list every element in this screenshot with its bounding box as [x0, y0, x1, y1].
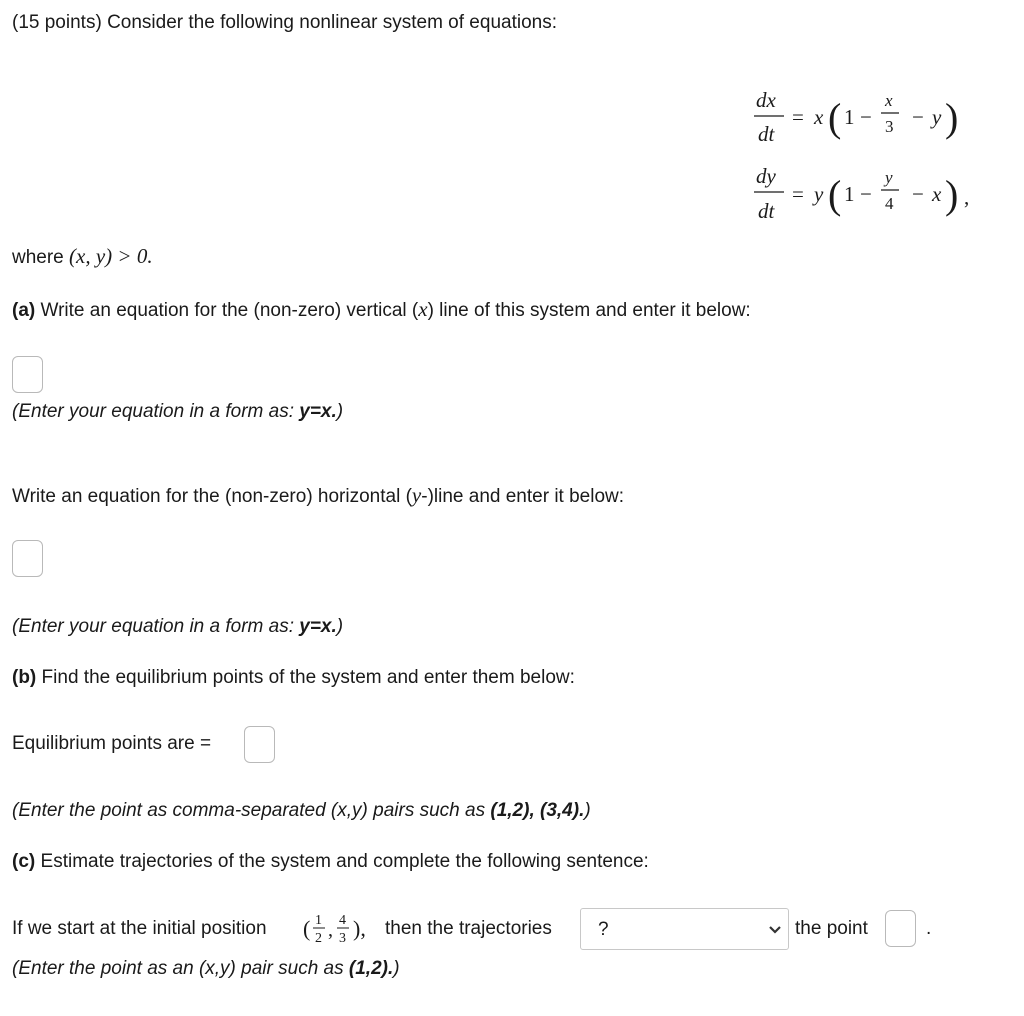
- part-a-hint: (Enter your equation in a form as: y=x.): [12, 401, 344, 422]
- points-label: (15 points): [12, 12, 102, 33]
- where-condition: (x, y) > 0.: [69, 244, 153, 268]
- part-c-sentence-end: the point: [795, 918, 868, 939]
- part-b-prompt: (b) Find the equilibrium points of the system and enter them below:: [12, 667, 575, 688]
- initial-point: [301, 906, 383, 950]
- part-c-hint: (Enter the point as an (x,y) pair such as (1,2).): [12, 958, 400, 979]
- where-line: where (x, y) > 0.: [12, 244, 153, 268]
- equation-1: [754, 88, 958, 146]
- svg-text:(: (: [303, 916, 311, 941]
- eq1-minus-term: y: [932, 105, 942, 129]
- equation-system: [740, 80, 1000, 230]
- svg-text:−: −: [860, 105, 872, 129]
- part-b-label: (b): [12, 667, 37, 688]
- svg-text:−: −: [912, 105, 924, 129]
- svg-text:−: −: [912, 182, 924, 206]
- trajectory-select[interactable]: [580, 908, 789, 950]
- svg-text:−: −: [860, 182, 872, 206]
- part-c-sentence-mid: then the trajectories: [385, 918, 552, 939]
- svg-text:,: ,: [328, 919, 333, 941]
- part-a-prompt: (a) Write an equation for the (non-zero) vertical (x) line of this system and enter it below:: [12, 297, 751, 321]
- question-header: [12, 12, 557, 34]
- horizontal-line-input[interactable]: [12, 540, 43, 577]
- part-c-label: (c): [12, 851, 36, 872]
- svg-text:),: ),: [353, 916, 366, 941]
- eq2-frac-num: y: [885, 168, 893, 187]
- sentence-period: .: [926, 918, 932, 939]
- svg-text:,: ,: [964, 185, 970, 209]
- part-a2-prompt: Write an equation for the (non-zero) horizontal (y-)line and enter it below:: [12, 483, 625, 507]
- svg-text:=: =: [792, 182, 804, 206]
- point-y-num: 4: [339, 913, 346, 928]
- part-c-sentence-start: If we start at the initial position: [12, 918, 267, 939]
- trajectory-select-value: ?: [598, 919, 609, 940]
- svg-text:1: 1: [844, 105, 855, 129]
- part-c-prompt: (c) Estimate trajectories of the system and complete the following sentence:: [12, 851, 649, 872]
- svg-text:1: 1: [844, 182, 855, 206]
- part-b-hint: (Enter the point as comma-separated (x,y) pairs such as (1,2), (3,4).): [12, 800, 591, 821]
- svg-text:): ): [945, 95, 959, 140]
- part-a-label: (a): [12, 300, 36, 321]
- eq1-lhs-num: dx: [756, 88, 776, 112]
- intro-text: Consider the following nonlinear system of equations:: [107, 12, 557, 33]
- eq2-rhs-var: y: [814, 182, 824, 206]
- eq2-lhs-den: dt: [758, 199, 775, 223]
- svg-text:): ): [945, 172, 959, 217]
- eq1-lhs-den: dt: [758, 122, 775, 146]
- vertical-line-input[interactable]: [12, 356, 43, 393]
- eq1-frac-den: 3: [885, 117, 894, 136]
- eq1-frac-num: x: [885, 91, 893, 110]
- eq2-minus-term: x: [932, 182, 942, 206]
- target-point-input[interactable]: [885, 910, 916, 947]
- eq2-frac-den: 4: [885, 194, 894, 213]
- point-x-den: 2: [315, 931, 322, 946]
- svg-text:=: =: [792, 105, 804, 129]
- eq2-lhs-num: dy: [756, 164, 776, 188]
- eq1-rhs-var: x: [814, 105, 824, 129]
- part-a2-hint: (Enter your equation in a form as: y=x.): [12, 616, 344, 637]
- svg-text:(: (: [828, 95, 842, 140]
- equilibrium-points-input[interactable]: [244, 726, 275, 763]
- point-x-num: 1: [315, 913, 322, 928]
- equation-2: [754, 164, 969, 223]
- svg-text:(: (: [828, 172, 842, 217]
- chevron-down-icon: [768, 925, 782, 935]
- point-y-den: 3: [339, 931, 346, 946]
- equilibrium-label: Equilibrium points are =: [12, 733, 212, 754]
